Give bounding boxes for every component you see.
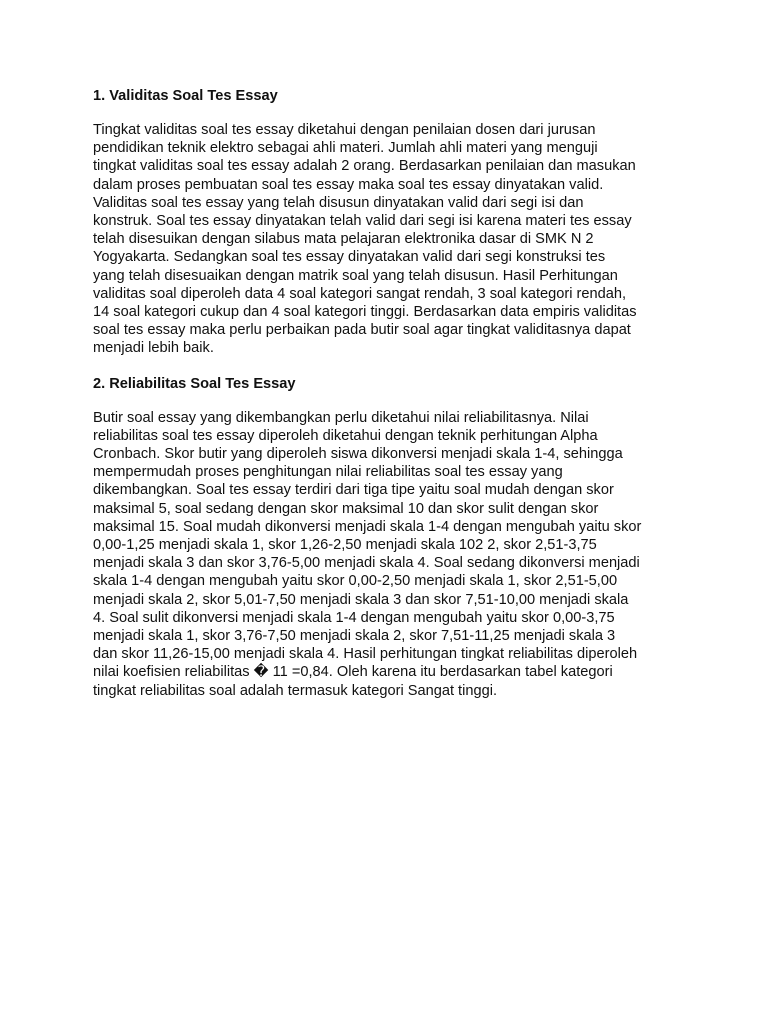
text-line: skala 1-4 dengan mengubah yaitu skor 0,00-2,50 menjadi skala 1, skor 2,51-5,00 <box>93 573 618 590</box>
text-line: dikembangkan. Soal tes essay terdiri dari tiga tipe yaitu soal mudah dengan skor <box>93 482 614 499</box>
text-line: 14 soal kategori cukup dan 4 soal kategori tinggi. Berdasarkan data empiris validitas <box>93 304 637 321</box>
text-line: soal tes essay maka perlu perbaikan pada butir soal agar tingkat validitasnya dapat <box>93 322 631 339</box>
text-line: menjadi lebih baik. <box>93 340 214 357</box>
text-line: nilai koefisien reliabilitas � 11 =0,84. Oleh karena itu berdasarkan tabel kategori <box>93 664 613 681</box>
text-line: menjadi skala 2, skor 5,01-7,50 menjadi skala 3 dan skor 7,51-10,00 menjadi skala <box>93 591 629 608</box>
text-line: maksimal 5, soal sedang dengan skor maksimal 10 dan skor sulit dengan skor <box>93 500 599 517</box>
text-line: reliabilitas soal tes essay diperoleh diketahui dengan teknik perhitungan Alpha <box>93 427 598 444</box>
text-line: menjadi skala 3 dan skor 3,76-5,00 menjadi skala 4. Soal sedang dikonversi menjadi <box>93 555 640 572</box>
text-line: pendidikan teknik elektro sebagai ahli materi. Jumlah ahli materi yang menguji <box>93 140 598 157</box>
text-line: maksimal 15. Soal mudah dikonversi menjadi skala 1-4 dengan mengubah yaitu skor <box>93 518 642 535</box>
text-line: Tingkat validitas soal tes essay diketahui dengan penilaian dosen dari jurusan <box>93 122 596 138</box>
text-line: menjadi skala 1, skor 3,76-7,50 menjadi skala 2, skor 7,51-11,25 menjadi skala 3 <box>93 628 616 645</box>
text-line: yang telah disesuaikan dengan matrik soal yang telah disusun. Hasil Perhitungan <box>93 267 618 284</box>
section-heading-validitas: 1. Validitas Soal Tes Essay <box>93 88 278 104</box>
text-line: 4. Soal sulit dikonversi menjadi skala 1-4 dengan mengubah yaitu skor 0,00-3,75 <box>93 609 615 626</box>
text-line: konstruk. Soal tes essay dinyatakan telah valid dari segi isi karena materi tes essay <box>93 213 632 230</box>
paragraph-reliabilitas <box>93 409 679 700</box>
document-body <box>93 87 679 717</box>
text-line: telah disesuikan dengan silabus mata pelajaran elektronika dasar di SMK N 2 <box>93 231 594 248</box>
text-line: dan skor 11,26-15,00 menjadi skala 4. Hasil perhitungan tingkat reliabilitas diperoleh <box>93 646 638 663</box>
text-line: tingkat reliabilitas soal adalah termasuk kategori Sangat tinggi. <box>93 682 497 699</box>
text-line: 0,00-1,25 menjadi skala 1, skor 1,26-2,50 menjadi skala 102 2, skor 2,51-3,75 <box>93 537 597 554</box>
text-line: Cronbach. Skor butir yang diperoleh siswa dikonversi menjadi skala 1-4, sehingga <box>93 446 623 463</box>
section-heading-reliabilitas: 2. Reliabilitas Soal Tes Essay <box>93 375 296 392</box>
text-line: Yogyakarta. Sedangkan soal tes essay dinyatakan valid dari segi konstruksi tes <box>93 249 606 266</box>
text-line: Butir soal essay yang dikembangkan perlu diketahui nilai reliabilitasnya. Nilai <box>93 409 589 426</box>
text-line: tingkat validitas soal tes essay adalah 2 orang. Berdasarkan penilaian dan masukan <box>93 158 636 175</box>
text-line: dalam proses pembuatan soal tes essay maka soal tes essay dinyatakan valid. <box>93 176 604 193</box>
paragraph-validitas <box>93 121 679 358</box>
text-line: Validitas soal tes essay yang telah disusun dinyatakan valid dari segi isi dan <box>93 194 584 211</box>
text-line: mempermudah proses penghitungan nilai reliabilitas soal tes essay yang <box>93 464 563 481</box>
text-line: validitas soal diperoleh data 4 soal kategori sangat rendah, 3 soal kategori rendah, <box>93 285 627 302</box>
